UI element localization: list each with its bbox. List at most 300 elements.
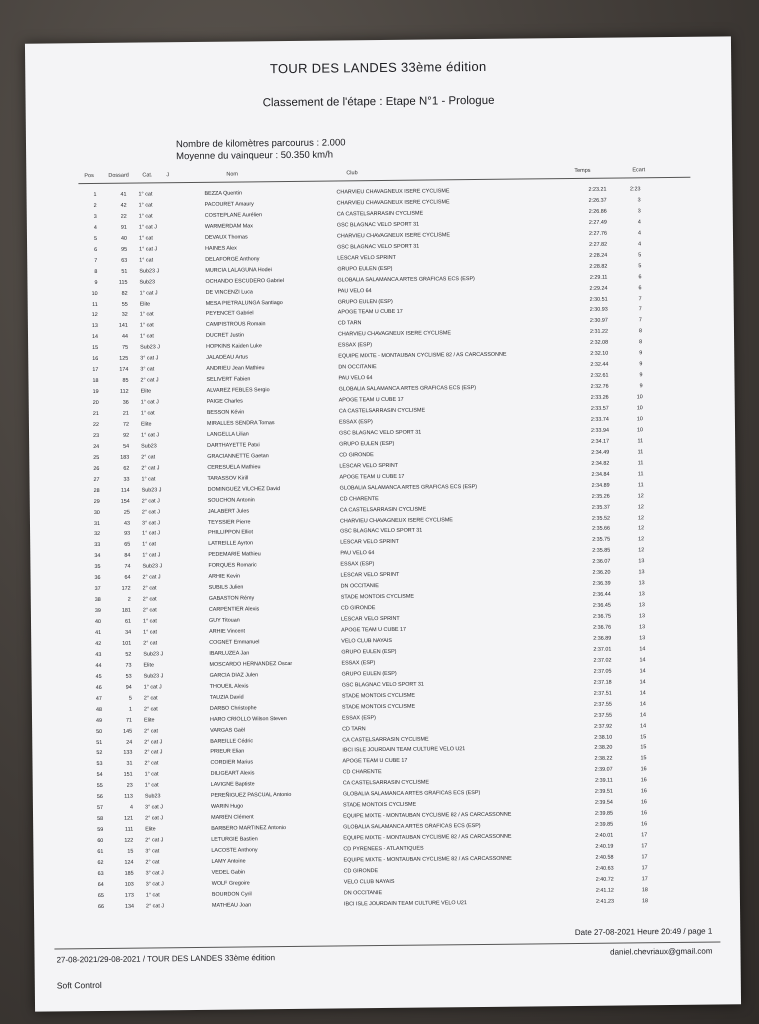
cell-time: 2:39.07 bbox=[594, 766, 613, 774]
cell-dossard: 95 bbox=[121, 246, 128, 253]
cell-club: LESCAR VELO SPRINT bbox=[339, 462, 399, 470]
cell-dossard: 54 bbox=[123, 443, 130, 450]
cell-gap: 3 bbox=[637, 197, 641, 204]
cell-dossard: 72 bbox=[122, 421, 129, 428]
cell-position: 36 bbox=[94, 575, 101, 582]
cell-gap: 8 bbox=[639, 339, 643, 346]
cell-category: 2° cat J bbox=[145, 903, 165, 910]
cell-club: VELO CLUB NAYAIS bbox=[341, 637, 392, 645]
cell-club: LESCAR VELO SPRINT bbox=[337, 254, 396, 262]
cell-dossard: 51 bbox=[121, 268, 128, 275]
cell-gap: 13 bbox=[638, 602, 645, 609]
cell-time: 2:30.51 bbox=[589, 296, 608, 303]
cell-time: 2:32.61 bbox=[590, 372, 609, 379]
cell-dossard: 103 bbox=[124, 881, 134, 888]
cell-position: 47 bbox=[95, 695, 102, 702]
table-header bbox=[26, 166, 732, 183]
cell-club: CHARVIEU CHAVAGNEUX ISERE CYCLISME bbox=[336, 232, 450, 240]
cell-position: 4 bbox=[93, 224, 97, 231]
cell-position: 21 bbox=[92, 410, 99, 418]
cell-name: VEDEL Gabin bbox=[211, 869, 246, 876]
cell-dossard: 114 bbox=[121, 487, 130, 494]
cell-time: 2:26.86 bbox=[588, 208, 607, 215]
cell-time: 2:37.51 bbox=[593, 690, 612, 697]
cell-gap: 9 bbox=[639, 361, 643, 368]
header-cat: Cat. bbox=[142, 172, 153, 179]
cell-dossard: 134 bbox=[124, 903, 135, 910]
cell-position: 35 bbox=[94, 564, 101, 571]
cell-time: 2:28.82 bbox=[589, 263, 608, 270]
cell-dossard: 115 bbox=[118, 279, 128, 286]
cell-position: 50 bbox=[96, 728, 103, 735]
cell-time: 2:40.58 bbox=[595, 854, 614, 861]
cell-gap: 11 bbox=[637, 449, 644, 456]
cell-club: GRUPO EULEN (ESP) bbox=[341, 648, 397, 656]
header-nom: Nom bbox=[226, 171, 238, 178]
cell-time: 2:39.85 bbox=[595, 810, 614, 817]
cell-position: 11 bbox=[92, 301, 98, 308]
cell-club: EQUIPE MIXTE - MONTAUBAN CYCLISME 82 / AS CARCASSONNE bbox=[343, 855, 512, 864]
cell-category: Sub23 bbox=[144, 793, 161, 800]
cell-gap: 13 bbox=[638, 591, 645, 598]
cell-time: 2:29.24 bbox=[589, 285, 608, 292]
cell-category: 2° cat bbox=[141, 454, 156, 461]
cell-gap: 13 bbox=[638, 569, 645, 576]
cell-time: 2:32.44 bbox=[590, 361, 609, 369]
cell-position: 6 bbox=[94, 246, 98, 253]
cell-category: 2° cat bbox=[145, 859, 160, 866]
cell-club: EQUIPE MIXTE - MONTAUBAN CYCLISME 82 / AS CARCASSONNE bbox=[338, 351, 507, 360]
cell-position: 45 bbox=[95, 673, 102, 680]
cell-club: GLOBALIA SALAMANCA ARTES GRAFICAS ECS (ESP) bbox=[338, 385, 477, 393]
cell-dossard: 173 bbox=[124, 892, 134, 899]
cell-position: 32 bbox=[94, 531, 101, 538]
cell-dossard: 42 bbox=[120, 202, 127, 209]
cell-name: MOSCARDO HERNANDEZ Oscar bbox=[209, 660, 293, 668]
cell-time: 2:27.82 bbox=[589, 241, 608, 248]
cell-position: 24 bbox=[93, 443, 100, 450]
cell-category: Sub23 bbox=[139, 278, 156, 286]
cell-gap: 12 bbox=[638, 525, 645, 532]
cell-position: 58 bbox=[97, 816, 104, 823]
cell-name: DE VINCENZI Luca bbox=[205, 288, 253, 296]
cell-category: 3° cat J bbox=[140, 355, 159, 362]
cell-category: Sub23 J bbox=[141, 486, 162, 494]
cell-name: DUCRET Justin bbox=[205, 332, 245, 340]
cell-club: GLOBALIA SALAMANCA ARTES GRAFICAS ECS (ESP) bbox=[343, 823, 481, 831]
cell-club: GLOBALIA SALAMANCA ARTES GRAFICAS ECS (ESP) bbox=[337, 275, 475, 284]
cell-time: 2:39.85 bbox=[595, 821, 614, 828]
cell-time: 2:38.22 bbox=[594, 756, 613, 763]
cell-position: 28 bbox=[93, 487, 100, 494]
header-ecart: Ecart bbox=[632, 167, 646, 174]
cell-name: ANDRIEU Jean Mathieu bbox=[206, 365, 265, 373]
cell-club: CHARVIEU CHAVAGNEUX ISERE CYCLISME bbox=[339, 516, 453, 524]
cell-category: 1° cat bbox=[143, 629, 157, 636]
cell-club: GSC BLAGNAC VELO SPORT 31 bbox=[341, 681, 424, 689]
cell-name: MURCIA LALAGUNA Hodei bbox=[205, 266, 272, 274]
cell-gap: 14 bbox=[639, 689, 646, 697]
cell-gap: 9 bbox=[639, 372, 643, 379]
cell-position: 31 bbox=[93, 520, 101, 527]
cell-name: WARIN Hugo bbox=[210, 803, 244, 811]
cell-name: COSTEPLANE Aurélien bbox=[204, 212, 263, 219]
cell-category: 1° cat bbox=[141, 476, 156, 483]
cell-name: LANGELLA Lilian bbox=[207, 431, 249, 438]
cell-gap: 16 bbox=[640, 777, 647, 784]
cell-time: 2:36.89 bbox=[593, 635, 612, 642]
cell-dossard: 122 bbox=[124, 837, 134, 844]
cell-club: GRUPO EULEN (ESP) bbox=[341, 670, 397, 678]
print-date: Date 27-08-2021 Heure 20:49 / page 1 bbox=[574, 926, 713, 938]
cell-name: LAVIGNE Baptiste bbox=[210, 781, 255, 789]
cell-dossard: 40 bbox=[120, 235, 128, 242]
cell-position: 17 bbox=[92, 367, 99, 374]
cell-position: 16 bbox=[92, 356, 99, 363]
cell-gap: 4 bbox=[637, 219, 641, 226]
cell-name: PACOURET Amaury bbox=[204, 201, 254, 208]
cell-time: 2:35.37 bbox=[591, 504, 610, 511]
cell-club: GLOBALIA SALAMANCA ARTES GRAFICAS ECS (ESP) bbox=[339, 483, 478, 492]
cell-gap: 12 bbox=[637, 503, 644, 510]
cell-gap: 13 bbox=[638, 558, 645, 565]
cell-gap: 17 bbox=[641, 854, 648, 861]
cell-time: 2:36.07 bbox=[592, 558, 611, 566]
cell-club: CD GIRONDE bbox=[343, 867, 379, 875]
cell-gap: 8 bbox=[638, 328, 643, 335]
cell-category: 2° cat J bbox=[141, 497, 160, 505]
cell-name: PEREÑIGUEZ PASCUAL Antonio bbox=[210, 792, 292, 800]
cell-time: 2:34.82 bbox=[591, 460, 610, 467]
cell-dossard: 64 bbox=[124, 574, 131, 581]
cell-category: 1° cat bbox=[144, 771, 159, 778]
cell-gap: 15 bbox=[640, 744, 647, 751]
cell-gap: 9 bbox=[639, 350, 643, 357]
cell-gap: 4 bbox=[637, 230, 641, 237]
results-sheet bbox=[25, 36, 741, 1011]
cell-position: 3 bbox=[93, 213, 97, 220]
cell-club: ESSAX (ESP) bbox=[340, 561, 375, 568]
cell-name: LACOSTE Anthony bbox=[211, 847, 258, 854]
cell-dossard: 15 bbox=[127, 848, 134, 855]
cell-club: CA CASTELSARRASIN CYCLISME bbox=[342, 736, 429, 743]
cell-time: 2:27.76 bbox=[588, 230, 608, 237]
cell-dossard: 73 bbox=[125, 662, 132, 669]
cell-name: MATHEAU Joan bbox=[211, 902, 252, 909]
cell-time: 2:31.22 bbox=[589, 328, 609, 336]
cell-dossard: 21 bbox=[122, 410, 129, 417]
cell-name: MESA PIETRALUNGA Santiago bbox=[205, 299, 283, 307]
cell-time: 2:34.49 bbox=[591, 449, 610, 456]
cell-gap: 14 bbox=[639, 657, 646, 664]
cell-club: CD TARN bbox=[342, 725, 366, 732]
cell-time: 2:36.20 bbox=[592, 569, 611, 577]
cell-category: 1° cat bbox=[139, 333, 154, 340]
cell-club: LESCAR VELO SPRINT bbox=[340, 572, 400, 579]
cell-position: 66 bbox=[97, 903, 105, 910]
cell-category: 1° cat J bbox=[142, 552, 161, 559]
header-j: J bbox=[166, 172, 170, 179]
cell-position: 33 bbox=[94, 542, 101, 549]
cell-time: 2:38.10 bbox=[594, 734, 613, 741]
cell-gap: 15 bbox=[640, 733, 647, 740]
cell-name: ALVAREZ FEBLES Sergio bbox=[206, 387, 270, 394]
cell-name: SELIVERT Fabien bbox=[206, 376, 251, 383]
cell-category: 1° cat J bbox=[141, 432, 160, 439]
cell-gap: 6 bbox=[638, 273, 642, 280]
cell-gap: 16 bbox=[640, 799, 647, 806]
cell-name: TARASSOV Kirill bbox=[207, 475, 249, 482]
cell-club: LESCAR VELO SPRINT bbox=[340, 615, 400, 623]
cell-time: 2:34.17 bbox=[591, 438, 610, 445]
header-pos: Pos bbox=[84, 173, 94, 180]
cell-category: 2° cat J bbox=[144, 738, 163, 746]
cell-category: 2° cat J bbox=[145, 837, 164, 844]
cell-club: GRUPO EULEN (ESP) bbox=[337, 298, 393, 305]
cell-category: 1° cat J bbox=[142, 530, 161, 537]
cell-club: STADE MONTOIS CYCLISME bbox=[341, 703, 416, 711]
cell-dossard: 5 bbox=[128, 695, 132, 702]
cell-name: PRIEUR Elian bbox=[210, 748, 245, 756]
cell-club: IBCI ISLE JOURDAIN TEAM CULTURE VELO U21 bbox=[342, 746, 466, 754]
cell-dossard: 22 bbox=[120, 213, 127, 220]
cell-time: 2:33.94 bbox=[591, 427, 610, 434]
cell-position: 29 bbox=[93, 498, 100, 505]
cell-gap: 9 bbox=[639, 383, 643, 390]
cell-position: 9 bbox=[94, 279, 98, 286]
cell-name: HARO CRIOLLO Wilson Steven bbox=[210, 715, 287, 723]
cell-name: GUY Titouan bbox=[208, 617, 240, 624]
cell-club: GRUPO EULEN (ESP) bbox=[337, 265, 393, 273]
cell-gap: 11 bbox=[637, 438, 644, 445]
cell-club: EQUIPE MIXTE - MONTAUBAN CYCLISME 82 / AS CARCASSONNE bbox=[343, 811, 512, 820]
cell-gap: 17 bbox=[641, 832, 648, 839]
cell-name: JALADEAU Artus bbox=[206, 354, 248, 362]
cell-category: Elite bbox=[140, 421, 152, 428]
cell-time: 2:40.19 bbox=[595, 843, 614, 850]
cell-category: Sub23 bbox=[141, 443, 157, 450]
cell-gap: 18 bbox=[641, 897, 648, 905]
cell-position: 25 bbox=[93, 454, 100, 461]
header-dossard: Dossard bbox=[108, 172, 129, 179]
cell-gap: 16 bbox=[640, 766, 647, 773]
cell-category: 1° cat bbox=[142, 618, 157, 625]
cell-club: APOGE TEAM U CUBE 17 bbox=[339, 473, 405, 481]
cell-dossard: 82 bbox=[121, 290, 128, 297]
cell-club: APOGE TEAM U CUBE 17 bbox=[337, 309, 403, 316]
cell-gap: 11 bbox=[637, 481, 644, 488]
cell-name: VARGAS Gaël bbox=[210, 727, 246, 734]
cell-club: CHARVIEU CHAVAGNEUX ISERE CYCLISME bbox=[337, 330, 451, 338]
cell-name: DARBO Christophe bbox=[209, 704, 257, 712]
cell-gap: 14 bbox=[639, 646, 646, 653]
cell-club: APOGE TEAM U CUBE 17 bbox=[342, 758, 408, 765]
cell-category: 2° cat bbox=[144, 760, 159, 767]
cell-time: 2:37.18 bbox=[593, 679, 612, 686]
cell-gap: 7 bbox=[638, 317, 642, 324]
cell-position: 39 bbox=[94, 608, 101, 615]
cell-position: 38 bbox=[94, 597, 101, 604]
cell-dossard: 24 bbox=[126, 739, 133, 746]
cell-position: 57 bbox=[96, 805, 103, 812]
cell-category: 2° cat bbox=[142, 607, 157, 614]
cell-category: 2° cat J bbox=[141, 508, 160, 516]
cell-position: 44 bbox=[95, 662, 102, 669]
cell-name: PAIGE Charles bbox=[206, 398, 243, 405]
cell-time: 2:41.23 bbox=[595, 898, 614, 905]
cell-club: VELO CLUB NAYAIS bbox=[343, 878, 395, 886]
cell-time: 2:39.54 bbox=[594, 799, 613, 806]
cell-dossard: 113 bbox=[124, 793, 133, 800]
cell-time: 2:36.76 bbox=[593, 624, 612, 631]
cell-club: ESSAX (ESP) bbox=[338, 342, 373, 349]
cell-name: BESSON Kévin bbox=[206, 409, 245, 416]
cell-name: WOLF Gregoire bbox=[211, 880, 250, 887]
cell-position: 34 bbox=[94, 553, 101, 560]
cell-category: Elite bbox=[140, 388, 152, 395]
cell-club: GSC BLAGNAC VELO SPORT 31 bbox=[340, 528, 423, 535]
cell-time: 2:39.11 bbox=[595, 777, 613, 785]
cell-name: ARHIE Vincent bbox=[209, 628, 246, 635]
cell-category: Elite bbox=[145, 826, 156, 833]
cell-name: CORDIER Marius bbox=[210, 759, 254, 767]
cell-club: ESSAX (ESP) bbox=[341, 714, 376, 722]
cell-club: CD GIRONDE bbox=[339, 451, 374, 459]
cell-club: CD GIRONDE bbox=[340, 605, 376, 612]
cell-position: 10 bbox=[91, 290, 98, 297]
cell-name: JALABERT Jules bbox=[207, 507, 250, 515]
cell-club: PAU VELO 64 bbox=[338, 375, 373, 382]
cell-time: 2:34.84 bbox=[591, 471, 610, 478]
cell-club: CA CASTELSARRASIN CYCLISME bbox=[338, 407, 426, 415]
cell-category: 2° cat bbox=[142, 585, 157, 592]
cell-category: 2° cat J bbox=[144, 749, 163, 756]
cell-dossard: 183 bbox=[120, 454, 130, 461]
cell-time: 2:37.55 bbox=[593, 701, 612, 708]
cell-name: BARBERO MARTINEZ Antonio bbox=[211, 825, 287, 832]
cell-position: 20 bbox=[92, 400, 99, 407]
cell-gap: 16 bbox=[641, 821, 648, 828]
race-info bbox=[176, 137, 346, 163]
cell-dossard: 112 bbox=[119, 388, 129, 395]
cell-position: 7 bbox=[94, 257, 98, 264]
cell-club: CA CASTELSARRASIN CYCLISME bbox=[342, 779, 430, 787]
cell-gap: 13 bbox=[639, 624, 646, 631]
cell-category: 2° cat J bbox=[142, 574, 161, 581]
cell-time: 2:35.85 bbox=[592, 547, 611, 555]
cell-position: 54 bbox=[96, 772, 103, 779]
cell-gap: 12 bbox=[638, 536, 645, 543]
cell-position: 1 bbox=[93, 191, 97, 199]
cell-club: STADE MONTOIS CYCLISME bbox=[342, 801, 417, 809]
cell-dossard: 141 bbox=[118, 323, 128, 330]
cell-gap: 11 bbox=[637, 460, 644, 467]
cell-club: STADE MONTOIS CYCLISME bbox=[340, 593, 414, 601]
cell-time: 2:35.75 bbox=[592, 537, 611, 544]
cell-category: Elite bbox=[143, 662, 154, 669]
cell-dossard: 32 bbox=[121, 312, 128, 319]
header-temps: Temps bbox=[574, 167, 591, 174]
cell-category: 3° cat J bbox=[141, 519, 161, 527]
cell-dossard: 36 bbox=[122, 399, 129, 406]
cell-club: APOGE TEAM U CUBE 17 bbox=[338, 396, 404, 404]
cell-time: 2:29.11 bbox=[589, 274, 608, 281]
cell-club: PAU VELO 64 bbox=[340, 550, 375, 557]
cell-time: 2:37.55 bbox=[593, 712, 613, 719]
cell-category: 1° cat bbox=[138, 213, 153, 220]
cell-category: Elite bbox=[144, 716, 155, 724]
cell-club: STADE MONTOIS CYCLISME bbox=[341, 692, 416, 700]
cell-position: 49 bbox=[96, 717, 103, 724]
cell-name: PHILLIPPON Elliot bbox=[208, 529, 254, 537]
cell-category: 2° cat bbox=[143, 640, 158, 647]
cell-dossard: 133 bbox=[123, 750, 133, 757]
cell-dossard: 124 bbox=[124, 859, 134, 866]
cell-name: LAMY Antoine bbox=[211, 858, 246, 865]
stage-subtitle: Classement de l'étape : Etape N°1 - Prologue bbox=[262, 94, 495, 110]
cell-time: 2:32.10 bbox=[590, 350, 609, 358]
cell-category: 2° cat bbox=[143, 706, 158, 713]
cell-time: 2:30.97 bbox=[589, 318, 608, 325]
cell-name: PEYENCET Gabriel bbox=[205, 310, 254, 318]
cell-dossard: 151 bbox=[123, 771, 133, 779]
cell-category: 1° cat J bbox=[139, 246, 158, 253]
cell-time: 2:32.76 bbox=[590, 383, 609, 390]
cell-position: 26 bbox=[93, 465, 100, 472]
cell-dossard: 2 bbox=[127, 596, 131, 603]
cell-time: 2:28.24 bbox=[589, 252, 608, 259]
cell-club: GSC BLAGNAC VELO SPORT 31 bbox=[337, 243, 420, 251]
cell-gap: 10 bbox=[636, 394, 643, 401]
cell-name: GABASTON Rémy bbox=[208, 595, 255, 602]
cell-position: 30 bbox=[93, 509, 100, 516]
cell-position: 19 bbox=[92, 389, 99, 396]
cell-position: 60 bbox=[97, 837, 104, 845]
cell-position: 52 bbox=[96, 750, 103, 757]
cell-name: TEYSSIER Pierre bbox=[207, 518, 251, 526]
results-table bbox=[27, 184, 733, 910]
cell-position: 5 bbox=[93, 235, 98, 242]
cell-dossard: 84 bbox=[124, 552, 131, 560]
cell-name: MARIEN Clément bbox=[211, 814, 254, 821]
event-dates: 27-08-2021/29-08-2021 / TOUR DES LANDES 33ème édition bbox=[56, 953, 276, 965]
cell-club: GSC BLAGNAC VELO SPORT 31 bbox=[339, 429, 422, 437]
cell-dossard: 125 bbox=[119, 355, 129, 363]
cell-dossard: 121 bbox=[124, 815, 134, 822]
cell-dossard: 101 bbox=[122, 640, 132, 647]
cell-name: CAMPISTROUS Romain bbox=[205, 321, 266, 329]
cell-club: GLOBALIA SALAMANCA ARTES GRAFICAS ECS (ESP) bbox=[342, 790, 481, 798]
cell-time: 2:40.63 bbox=[595, 865, 614, 872]
cell-gap: 12 bbox=[638, 547, 645, 554]
cell-category: 3° cat J bbox=[145, 881, 164, 888]
cell-club: CHARVIEU CHAVAGNEUX ISERE CYCLISME bbox=[336, 188, 450, 196]
cell-gap: 16 bbox=[640, 788, 647, 795]
cell-time: 2:36.44 bbox=[592, 591, 611, 598]
cell-gap: 14 bbox=[639, 700, 646, 707]
cell-position: 15 bbox=[92, 345, 99, 352]
cell-gap: 10 bbox=[636, 405, 643, 412]
cell-position: 22 bbox=[92, 421, 99, 428]
cell-dossard: 34 bbox=[125, 629, 132, 636]
cell-gap: 3 bbox=[637, 208, 641, 215]
cell-gap: 11 bbox=[637, 470, 644, 478]
cell-dossard: 33 bbox=[123, 476, 130, 483]
cell-dossard: 174 bbox=[119, 366, 129, 373]
cell-club: DN OCCITANIE bbox=[343, 889, 383, 897]
cell-dossard: 145 bbox=[123, 728, 133, 735]
software-name: Soft Control bbox=[56, 979, 102, 991]
